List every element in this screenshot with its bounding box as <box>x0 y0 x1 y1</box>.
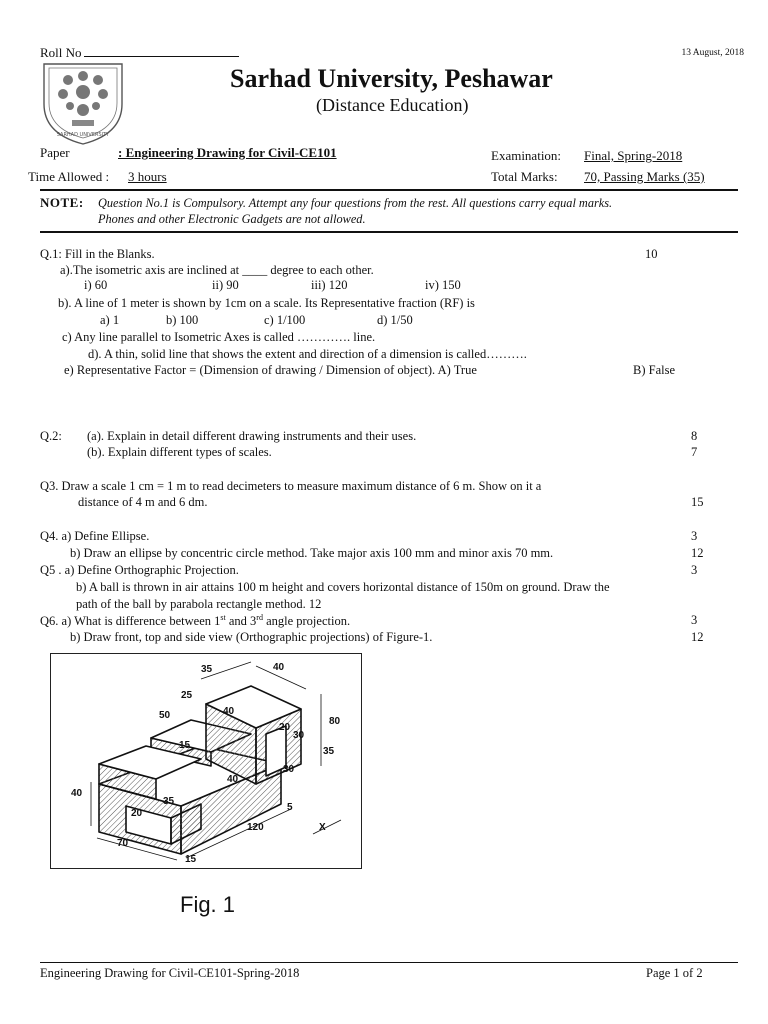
q1-marks: 10 <box>645 247 658 261</box>
q6-b-marks: 12 <box>691 630 704 644</box>
q4-part-b: b) Draw an ellipse by concentric circle method. Take major axis 100 mm and minor axis 70 mm. <box>70 546 554 560</box>
roll-no-label: Roll No <box>40 44 239 61</box>
q2-b-marks: 7 <box>691 445 698 459</box>
q2-a-marks: 8 <box>691 429 698 443</box>
time-value: 3 hours <box>128 169 167 184</box>
q1-b-option-4: d) 1/50 <box>377 313 413 327</box>
university-title: Sarhad University, Peshawar <box>230 64 553 93</box>
note-bottom-rule <box>40 231 738 233</box>
note-label: NOTE: <box>40 195 84 210</box>
fig-dim-label: 40 <box>223 706 235 717</box>
fig-dim-label: 120 <box>247 822 264 833</box>
footer-rule <box>40 962 738 963</box>
q1-part-a: a).The isometric axis are inclined at ____ degree to each other. <box>60 263 374 277</box>
q1-b-option-1: a) 1 <box>100 313 120 327</box>
q1-b-option-2: b) 100 <box>166 313 199 327</box>
fig-dim-label: 50 <box>159 710 171 721</box>
note-line-2: Phones and other Electronic Gadgets are not allowed. <box>98 212 366 226</box>
q1-a-option-4: iv) 150 <box>425 278 461 292</box>
fig-dim-label: 30 <box>293 730 305 741</box>
q1-e-false: B) False <box>633 363 676 377</box>
q4-part-a: Q4. a) Define Ellipse. <box>40 529 150 543</box>
q1-b-option-3: c) 1/100 <box>264 313 306 327</box>
q6-part-b: b) Draw front, top and side view (Orthographic projections) of Figure-1. <box>70 630 433 644</box>
q5-a-marks: 3 <box>691 563 698 577</box>
time-label: Time Allowed : <box>28 169 110 184</box>
note-line-1: Question No.1 is Compulsory. Attempt any four questions from the rest. All questions carry equal marks. <box>98 196 613 210</box>
q2-label: Q.2: <box>40 429 62 443</box>
q1-a-option-2: ii) 90 <box>212 278 239 292</box>
fig-dim-label: 35 <box>163 796 175 807</box>
q4-b-marks: 12 <box>691 546 704 560</box>
fig-dim-label: 80 <box>329 716 341 727</box>
fig-dim-label: 35 <box>201 664 213 675</box>
note-top-rule <box>40 189 738 191</box>
q5-part-b-line-2: path of the ball by parabola rectangle method. 12 <box>76 597 322 611</box>
figure-1-frame <box>50 653 362 869</box>
marks-value: 70, Passing Marks (35) <box>584 169 705 184</box>
q1-heading: Q.1: Fill in the Blanks. <box>40 247 155 261</box>
fig-dim-label: 15 <box>179 740 191 751</box>
isometric-figure-drawing <box>51 654 361 868</box>
fig-dim-label: 35 <box>323 746 335 757</box>
q1-part-c: c) Any line parallel to Isometric Axes is called …………. line. <box>62 330 376 344</box>
fig-dim-label: 25 <box>181 690 193 701</box>
q3-line-1: Q3. Draw a scale 1 cm = 1 m to read decimeters to measure maximum distance of 6 m. Show on it a <box>40 479 542 493</box>
q6-a-marks: 3 <box>691 613 698 627</box>
q1-part-d: d). A thin, solid line that shows the extent and direction of a dimension is called………. <box>88 347 527 361</box>
marks-label: Total Marks: <box>491 169 558 184</box>
paper-label: Paper <box>40 145 70 160</box>
q3-line-2: distance of 4 m and 6 dm. <box>78 495 208 509</box>
q1-part-b: b). A line of 1 meter is shown by 1cm on a scale. Its Representative fraction (RF) is <box>58 296 475 310</box>
footer-page-number: Page 1 of 2 <box>646 966 703 980</box>
figure-caption: Fig. 1 <box>180 892 236 917</box>
q5-part-a: Q5 . a) Define Orthographic Projection. <box>40 563 239 577</box>
q1-a-option-3: iii) 120 <box>311 278 348 292</box>
fig-dim-label: 40 <box>273 662 285 673</box>
q1-part-e: e) Representative Factor = (Dimension of drawing / Dimension of object). A) True <box>64 363 477 377</box>
q6-part-a: Q6. a) What is difference between 1st and 3rd angle projection. <box>40 613 351 629</box>
seal-text: SARHAD UNIVERSITY <box>56 132 110 138</box>
fig-dim-label: 40 <box>71 788 83 799</box>
fig-dim-label: 15 <box>185 854 197 865</box>
paper-value: : Engineering Drawing for Civil-CE101 <box>118 145 337 160</box>
fig-dim-label: 30 <box>283 764 295 775</box>
q4-a-marks: 3 <box>691 529 698 543</box>
q2-part-a: (a). Explain in detail different drawing instruments and their uses. <box>87 429 417 443</box>
fig-dim-label: 70 <box>117 838 129 849</box>
q1-a-option-1: i) 60 <box>84 278 108 292</box>
q3-marks: 15 <box>691 495 704 509</box>
q5-part-b-line-1: b) A ball is thrown in air attains 100 m height and covers horizontal distance of 150m on ground. Draw the <box>76 580 610 594</box>
fig-dim-label: 20 <box>131 808 143 819</box>
fig-dim-label: X <box>319 822 326 833</box>
exam-label: Examination: <box>491 148 562 163</box>
q2-part-b: (b). Explain different types of scales. <box>87 445 272 459</box>
exam-date: 13 August, 2018 <box>681 48 744 58</box>
footer-course: Engineering Drawing for Civil-CE101-Spring-2018 <box>40 966 300 980</box>
fig-dim-label: 20 <box>279 722 291 733</box>
roll-no-blank <box>84 44 239 57</box>
university-seal-logo <box>38 58 128 146</box>
fig-dim-label: 5 <box>287 802 293 813</box>
university-subtitle: (Distance Education) <box>316 95 469 115</box>
exam-value: Final, Spring-2018 <box>584 148 683 163</box>
fig-dim-label: 40 <box>227 774 239 785</box>
